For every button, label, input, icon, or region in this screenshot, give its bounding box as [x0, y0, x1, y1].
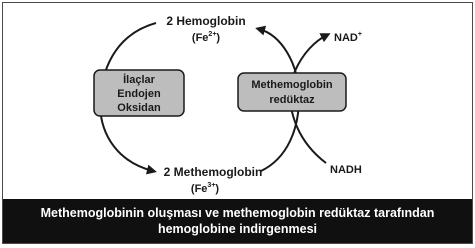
methemoglobin-iron-label: $(Fe^{3+})$ [190, 182, 220, 195]
reductase-box-line1: Methemoglobin [251, 79, 333, 91]
caption-bar [3, 199, 472, 243]
hemoglobin-iron-label: $(Fe^{2+})$ [191, 31, 221, 44]
figure [2, 2, 473, 244]
reductase-box [238, 73, 346, 111]
methemoglobin-cycle-diagram [3, 3, 474, 201]
caption-line1: Methemoglobinin oluşması ve methemoglobin redüktaz tarafından [40, 206, 435, 220]
reductase-box-line2: redüktaz [269, 94, 315, 106]
nad-plus-label: NAD+ [334, 31, 362, 44]
caption-line2: hemoglobine indirgenmesi [157, 222, 318, 236]
oxidants-box-line3: Oksidan [117, 102, 161, 114]
nadh-label: NADH [330, 164, 362, 176]
hemoglobin-label: 2 Hemoglobin [166, 14, 246, 28]
methemoglobin-label: 2 Methemoglobin [163, 165, 263, 179]
oxidants-box-line2: Endojen [117, 88, 161, 100]
oxidants-box-line1: İlaçlar [123, 74, 155, 86]
oxidants-box [94, 70, 184, 116]
